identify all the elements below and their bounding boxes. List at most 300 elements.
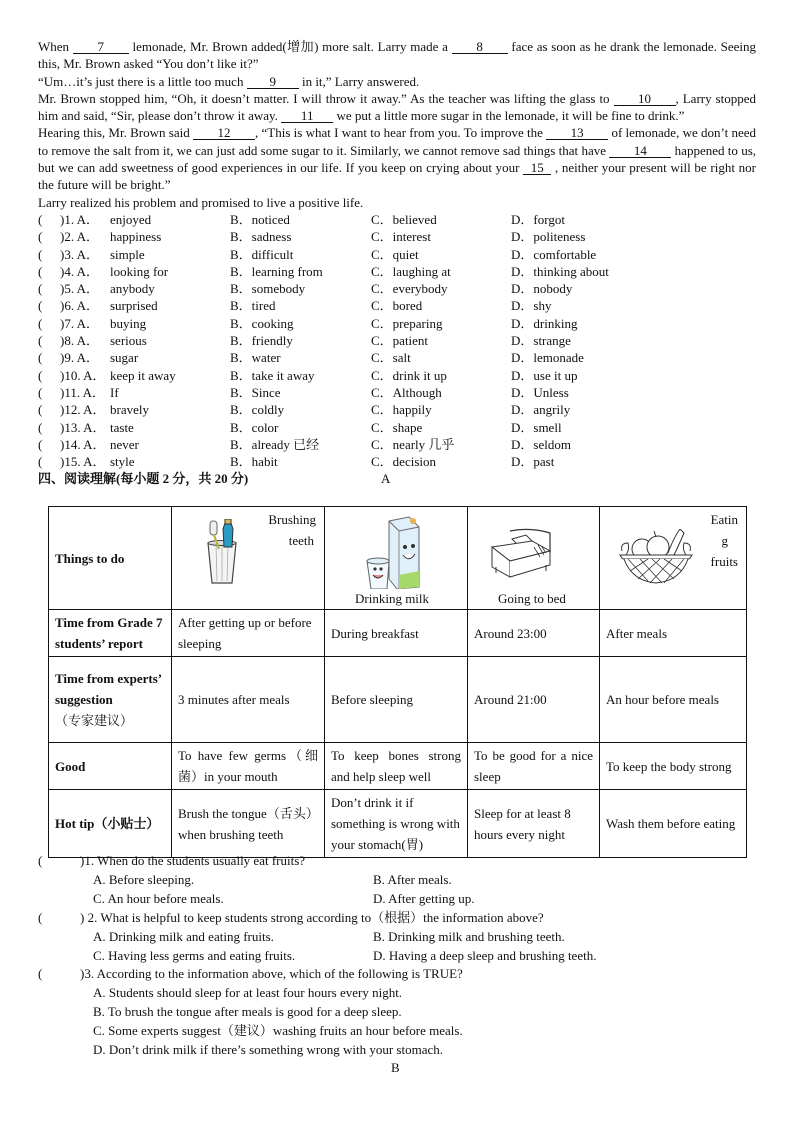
blank-15[interactable]: 15: [523, 161, 551, 175]
letter-d: D．: [511, 246, 534, 262]
number: 5.: [64, 281, 75, 297]
option-c-wrap[interactable]: [371, 280, 511, 297]
option-row: [38, 315, 756, 332]
letter-b: B．: [230, 211, 252, 227]
answer-slot[interactable]: (: [38, 367, 43, 383]
letter-c: C．: [371, 281, 393, 297]
answer-slot[interactable]: (: [38, 315, 43, 331]
option-d-wrap[interactable]: [511, 211, 652, 228]
paren-close: ): [60, 419, 65, 435]
question-number: [60, 453, 110, 470]
letter-a: A．: [82, 384, 106, 400]
option-b-wrap[interactable]: [230, 211, 371, 228]
number: 3.: [64, 246, 75, 262]
bed-icon: [486, 527, 552, 579]
cloze-paragraph-3: Mr. Brown stopped him, “Oh, it doesn’t matter. I will throw it away.” As the teacher was lifting the glass to 10 , Larry stopped him and said, “Sir, please don’t throw it away. 11 we put a little more sugar in the lemonade, it will be fine to drink.”: [38, 90, 757, 124]
option-a[interactable]: simple: [110, 246, 145, 262]
letter-d: D．: [511, 281, 534, 297]
letter-a: A．: [76, 246, 100, 262]
option-c-wrap[interactable]: [371, 436, 511, 453]
paren-close: ): [60, 402, 65, 418]
cloze-paragraph-5: Larry realized his problem and promised to live a positive life.: [38, 194, 364, 210]
option-a[interactable]: surprised: [110, 298, 158, 314]
cloze-passage: [38, 38, 756, 487]
option-b: difficult: [251, 246, 294, 262]
cell-experts-brushing: 3 minutes after meals: [172, 657, 325, 743]
letter-c: C．: [371, 229, 393, 245]
cell-tip-milk: Don’t drink it if something is wrong with your stomach(胃): [325, 790, 468, 858]
letter-a: A．: [76, 281, 100, 297]
letter-d: D．: [511, 333, 534, 349]
activity-brushing: Brushing teeth: [172, 507, 325, 610]
letter-c: C．: [371, 419, 393, 435]
letter-c: C．: [371, 436, 393, 452]
option-b: noticed: [251, 211, 290, 227]
letter-a: A．: [76, 298, 100, 314]
option-q3-a[interactable]: A. Students should sleep for at least four hours every night.: [93, 985, 403, 1000]
option-c: preparing: [392, 315, 443, 331]
option-b-wrap[interactable]: [230, 436, 371, 453]
option-row: [38, 349, 756, 366]
number: 6.: [64, 298, 75, 314]
row-header-experts: Time from experts’ suggestion （专家建议）: [49, 657, 172, 743]
cell-good-milk: To keep bones strong and help sleep well: [325, 743, 468, 790]
letter-d: D．: [511, 436, 534, 452]
option-c: drink it up: [392, 367, 447, 383]
option-q1-c[interactable]: C. An hour before meals.: [93, 891, 224, 906]
question-number: [60, 349, 110, 366]
option-d: thinking about: [533, 263, 609, 279]
question-number: [60, 228, 110, 245]
option-a[interactable]: bravely: [110, 402, 149, 418]
table-row-experts: [49, 657, 747, 743]
option-c-wrap[interactable]: [371, 367, 511, 384]
letter-a: A．: [83, 367, 106, 383]
letter-d: D．: [511, 315, 534, 331]
info-table: [48, 506, 747, 858]
number: 8.: [64, 333, 75, 349]
answer-slot[interactable]: (: [38, 454, 43, 470]
option-d: lemonade: [533, 350, 584, 366]
option-c: everybody: [392, 281, 448, 297]
letter-b: B．: [230, 436, 252, 452]
toothbrush-cup-icon: [202, 519, 242, 585]
option-c: bored: [392, 298, 423, 314]
question-number: [60, 419, 110, 436]
option-c: decision: [392, 454, 436, 470]
letter-b: B．: [230, 315, 252, 331]
option-c: salt: [392, 350, 411, 366]
letter-c: C．: [371, 367, 393, 383]
table-row-good: [49, 743, 747, 790]
option-c: interest: [392, 229, 431, 245]
letter-d: D．: [511, 211, 534, 227]
option-row: [38, 436, 756, 453]
option-d: strange: [533, 333, 571, 349]
letter-c: C．: [371, 298, 393, 314]
letter-c: C．: [371, 384, 393, 400]
answer-slot[interactable]: (: [38, 419, 43, 435]
passage-b-label: B: [391, 1060, 400, 1075]
answer-slot[interactable]: (: [38, 263, 43, 279]
letter-b: B．: [230, 350, 252, 366]
option-b: Since: [251, 384, 281, 400]
answer-slot[interactable]: (: [38, 281, 43, 297]
question-number: [60, 401, 110, 418]
option-q2-a[interactable]: A. Drinking milk and eating fruits.: [93, 929, 274, 944]
option-a[interactable]: keep it away: [110, 367, 176, 383]
blank-14[interactable]: 14: [609, 144, 671, 158]
option-d: smell: [533, 419, 562, 435]
cloze-paragraph-2: “Um…it’s just there is a little too much 9 in it,” Larry answered.: [38, 73, 420, 89]
paren-close: ): [60, 315, 65, 331]
paren-close: ): [60, 454, 65, 470]
option-b-wrap[interactable]: [230, 349, 371, 366]
paren-close: ): [60, 367, 65, 383]
option-d-wrap[interactable]: [511, 419, 652, 436]
option-b-wrap[interactable]: [230, 419, 371, 436]
answer-slot[interactable]: (: [38, 333, 43, 349]
table-row-things: [49, 507, 747, 610]
option-c-wrap[interactable]: [371, 384, 511, 401]
option-a[interactable]: taste: [110, 419, 134, 435]
option-a[interactable]: enjoyed: [110, 211, 152, 227]
option-c-wrap[interactable]: [371, 453, 511, 470]
option-a[interactable]: If: [110, 384, 119, 400]
option-c: shape: [392, 419, 423, 435]
option-q2-d[interactable]: D. Having a deep sleep and brushing teeth.: [373, 948, 597, 963]
option-a[interactable]: never: [110, 436, 139, 452]
blank-12[interactable]: 12: [193, 126, 255, 140]
option-row: [38, 211, 756, 228]
option-b: coldly: [251, 402, 285, 418]
option-b: friendly: [251, 333, 293, 349]
answer-slot-q3[interactable]: (: [38, 966, 43, 981]
option-q3-b[interactable]: B. To brush the tongue after meals is good for a deep sleep.: [93, 1004, 402, 1019]
option-a[interactable]: style: [110, 454, 135, 470]
letter-b: B．: [230, 298, 252, 314]
option-row: [38, 280, 756, 297]
cell-tip-brushing: Brush the tongue（舌头）when brushing teeth: [172, 790, 325, 858]
cell-experts-milk: Before sleeping: [325, 657, 468, 743]
activity-fruits: Eatin g fruits: [600, 507, 747, 610]
letter-c: C．: [371, 315, 393, 331]
paren-close: ): [60, 384, 65, 400]
option-b: take it away: [251, 367, 315, 383]
paren-close: ): [60, 263, 65, 279]
number: 7.: [64, 315, 75, 331]
option-c-wrap[interactable]: [371, 349, 511, 366]
option-d-wrap[interactable]: [511, 453, 652, 470]
row-header-tip: Hot tip（小贴士）: [49, 790, 172, 858]
milk-carton-icon: [363, 513, 427, 589]
option-a[interactable]: happiness: [110, 229, 162, 245]
answer-slot[interactable]: (: [38, 211, 43, 227]
option-c-wrap[interactable]: [371, 263, 511, 280]
option-d-wrap[interactable]: [511, 349, 652, 366]
paren-close: ): [60, 229, 65, 245]
option-row: [38, 367, 756, 384]
passage-label: A: [381, 471, 391, 487]
option-d: Unless: [533, 384, 569, 400]
option-b: water: [251, 350, 281, 366]
option-q1-a[interactable]: A. Before sleeping.: [93, 872, 195, 887]
row-header-grade7: Time from Grade 7 students’ report: [49, 610, 172, 657]
option-b-wrap[interactable]: [230, 228, 371, 245]
question-number: [60, 315, 110, 332]
activity-bed: Going to bed: [468, 507, 600, 610]
letter-a: A．: [83, 436, 106, 452]
blank-10[interactable]: 10: [614, 92, 676, 106]
letter-c: C．: [371, 454, 393, 470]
letter-d: D．: [511, 263, 534, 279]
option-c-wrap[interactable]: [371, 246, 511, 263]
option-a[interactable]: looking for: [110, 263, 169, 279]
cell-grade7-brushing: After getting up or before sleeping: [172, 610, 325, 657]
answer-slot[interactable]: (: [38, 350, 43, 366]
option-d-wrap[interactable]: [511, 436, 652, 453]
question-1: ( )1. When do the students usually eat fruits? A. Before sleeping. B. After meals. C. An hour before meals. D. After getting up.: [38, 853, 475, 906]
option-d-wrap[interactable]: [511, 332, 652, 349]
blank-7[interactable]: 7: [73, 40, 129, 54]
option-c-wrap[interactable]: [371, 401, 511, 418]
option-d-wrap[interactable]: [511, 246, 652, 263]
letter-d: D．: [511, 367, 534, 383]
option-a[interactable]: sugar: [110, 350, 139, 366]
letter-d: D．: [511, 229, 534, 245]
option-a[interactable]: serious: [110, 333, 147, 349]
cell-tip-fruits: Wash them before eating: [600, 790, 747, 858]
option-row: [38, 263, 756, 280]
option-b-wrap[interactable]: [230, 401, 371, 418]
cell-good-fruits: To keep the body strong: [600, 743, 747, 790]
cloze-paragraph-4: Hearing this, Mr. Brown said 12 , “This is what I want to hear from you. To improve the 13 of lemonade, we don’t need to remove the salt from it, we can just add some sugar to it. Similarly, we cannot remove sad things that have 14 happened to us, but we can add sweetness of good experiences in our life. If you keep on crying about your 15 , neither your present will be right nor the future will be bright.”: [38, 125, 757, 193]
fruit-basket-icon: [618, 529, 694, 585]
cloze-options: [38, 211, 756, 470]
option-d-wrap[interactable]: [511, 367, 652, 384]
option-b-wrap[interactable]: [230, 263, 371, 280]
option-d-wrap[interactable]: [511, 280, 652, 297]
letter-b: B．: [230, 367, 252, 383]
option-q3-c[interactable]: C. Some experts suggest（建议）washing fruits an hour before meals.: [93, 1023, 463, 1038]
table-row-tip: [49, 790, 747, 858]
option-c: laughing at: [392, 263, 451, 279]
option-c: quiet: [392, 246, 419, 262]
row-header-things: Things to do: [49, 507, 172, 610]
option-row: [38, 332, 756, 349]
cell-grade7-bed: Around 23:00: [468, 610, 600, 657]
option-q3-d[interactable]: D. Don’t drink milk if there’s something wrong with your stomach.: [93, 1042, 443, 1057]
answer-slot[interactable]: (: [38, 402, 43, 418]
answer-slot[interactable]: (: [38, 246, 43, 262]
number: 15.: [64, 454, 81, 470]
cell-grade7-fruits: After meals: [600, 610, 747, 657]
option-row: [38, 384, 756, 401]
option-b: habit: [251, 454, 278, 470]
question-number: [60, 332, 110, 349]
question-2: ( ) 2. What is helpful to keep students strong according to（根据）the information above? A. Drinking milk and eating fruits. B. Drinking milk and brushing teeth. C. Having less germs and eating fruits. D. Having a deep sleep and brushing teeth.: [38, 910, 597, 963]
answer-slot[interactable]: (: [38, 298, 43, 314]
blank-13[interactable]: 13: [546, 126, 608, 140]
question-number: [60, 263, 110, 280]
option-d: forgot: [533, 211, 565, 227]
option-c: nearly 几乎: [392, 436, 455, 452]
question-number: [60, 211, 110, 228]
letter-d: D．: [511, 384, 534, 400]
option-d: angrily: [533, 402, 571, 418]
cell-tip-bed: Sleep for at least 8 hours every night: [468, 790, 600, 858]
answer-slot[interactable]: (: [38, 229, 43, 245]
option-b: color: [251, 419, 279, 435]
option-q1-b[interactable]: B. After meals.: [373, 872, 452, 887]
answer-slot[interactable]: (: [38, 436, 43, 452]
option-d-wrap[interactable]: [511, 315, 652, 332]
letter-b: B．: [230, 281, 252, 297]
option-row: [38, 419, 756, 436]
answer-slot-q2[interactable]: (: [38, 910, 43, 925]
letter-c: C．: [371, 333, 393, 349]
paren-close: ): [60, 350, 65, 366]
option-a[interactable]: anybody: [110, 281, 155, 297]
question-number: [60, 297, 110, 314]
table-row-grade7: [49, 610, 747, 657]
option-d-wrap[interactable]: [511, 297, 652, 314]
option-b: cooking: [251, 315, 294, 331]
letter-d: D．: [511, 454, 534, 470]
option-d: comfortable: [533, 246, 597, 262]
letter-a: A．: [76, 350, 100, 366]
option-b-wrap[interactable]: [230, 315, 371, 332]
letter-c: C．: [371, 263, 393, 279]
question-3: ( )3. According to the information above, which of the following is TRUE? A. Students should sleep for at least four hours every night. B. To brush the tongue after meals is good for a deep sleep. C. Some experts suggest（建议）washing fruits an hour before meals. D. Don’t drink milk if there’s something wrong with your stomach.: [38, 966, 463, 1057]
answer-slot[interactable]: (: [38, 384, 43, 400]
row-header-good: Good: [49, 743, 172, 790]
cell-grade7-milk: During breakfast: [325, 610, 468, 657]
letter-b: B．: [230, 402, 252, 418]
letter-c: C．: [371, 350, 393, 366]
question-number: [60, 280, 110, 297]
option-d-wrap[interactable]: [511, 228, 652, 245]
number: 14.: [64, 436, 81, 452]
answer-slot-q1[interactable]: (: [38, 853, 43, 868]
letter-d: D．: [511, 350, 534, 366]
option-c-wrap[interactable]: [371, 315, 511, 332]
option-c-wrap[interactable]: [371, 297, 511, 314]
option-b-wrap[interactable]: [230, 280, 371, 297]
option-b: sadness: [251, 229, 292, 245]
paren-close: ): [60, 333, 65, 349]
number: 11.: [64, 384, 81, 400]
letter-d: D．: [511, 298, 534, 314]
cell-experts-bed: Around 21:00: [468, 657, 600, 743]
letter-b: B．: [230, 229, 252, 245]
blank-9[interactable]: 9: [247, 75, 299, 89]
option-b: learning from: [251, 263, 323, 279]
option-b-wrap[interactable]: [230, 246, 371, 263]
option-b-wrap[interactable]: [230, 367, 371, 384]
option-b-wrap[interactable]: [230, 384, 371, 401]
number: 9.: [64, 350, 75, 366]
number: 10.: [64, 367, 81, 383]
letter-a: A．: [83, 402, 106, 418]
letter-c: C．: [371, 402, 393, 418]
option-b-wrap[interactable]: [230, 297, 371, 314]
letter-d: D．: [511, 402, 534, 418]
letter-a: A．: [76, 211, 100, 227]
option-row: [38, 246, 756, 263]
blank-11[interactable]: 11: [281, 109, 333, 123]
option-d: use it up: [533, 367, 578, 383]
paren-close: ): [60, 436, 65, 452]
option-b: tired: [251, 298, 276, 314]
letter-a: A．: [76, 315, 100, 331]
option-c-wrap[interactable]: [371, 228, 511, 245]
number: 1.: [64, 211, 75, 227]
option-c: believed: [392, 211, 437, 227]
option-d: shy: [533, 298, 552, 314]
option-row: [38, 297, 756, 314]
letter-a: A．: [76, 263, 100, 279]
paren-close: ): [60, 281, 65, 297]
option-q2-c[interactable]: C. Having less germs and eating fruits.: [93, 948, 296, 963]
cloze-paragraph-1: When 7 lemonade, Mr. Brown added(增加) more salt. Larry made a 8 face as soon as he drank the lemonade. Seeing this, Mr. Brown asked “You don’t like it?”: [38, 39, 756, 72]
option-q2-b[interactable]: B. Drinking milk and brushing teeth.: [373, 929, 565, 944]
option-c: happily: [392, 402, 432, 418]
question-number: [60, 384, 110, 401]
option-c-wrap[interactable]: [371, 419, 511, 436]
cell-experts-fruits: An hour before meals: [600, 657, 747, 743]
blank-8[interactable]: 8: [452, 40, 508, 54]
section-title: 四、阅读理解(每小题 2 分，共 20 分) A: [38, 471, 391, 487]
letter-c: C．: [371, 246, 393, 262]
letter-c: C．: [371, 211, 393, 227]
option-row: [38, 228, 756, 245]
number: 4.: [64, 263, 75, 279]
option-row: [38, 453, 756, 470]
number: 2.: [64, 229, 75, 245]
option-q1-d[interactable]: D. After getting up.: [373, 891, 475, 906]
option-d: drinking: [533, 315, 578, 331]
letter-b: B．: [230, 333, 252, 349]
question-number: [60, 436, 110, 453]
question-number: [60, 367, 110, 384]
letter-a: A．: [76, 333, 100, 349]
letter-b: B．: [230, 246, 252, 262]
letter-a: A．: [76, 229, 100, 245]
option-b-wrap[interactable]: [230, 453, 371, 470]
option-c: patient: [392, 333, 429, 349]
option-a[interactable]: buying: [110, 315, 147, 331]
option-b-wrap[interactable]: [230, 332, 371, 349]
cell-good-brushing: To have few germs（细菌）in your mouth: [172, 743, 325, 790]
paren-close: ): [60, 298, 65, 314]
option-c: Although: [392, 384, 442, 400]
letter-b: B．: [230, 263, 252, 279]
option-d-wrap[interactable]: [511, 401, 652, 418]
option-d-wrap[interactable]: [511, 263, 652, 280]
option-c-wrap[interactable]: [371, 332, 511, 349]
letter-a: A．: [83, 419, 106, 435]
paren-close: ): [60, 211, 65, 227]
cell-good-bed: To be good for a nice sleep: [468, 743, 600, 790]
option-d: past: [533, 454, 555, 470]
option-d-wrap[interactable]: [511, 384, 652, 401]
option-c-wrap[interactable]: [371, 211, 511, 228]
letter-b: B．: [230, 384, 252, 400]
option-row: [38, 401, 756, 418]
option-d: seldom: [533, 436, 571, 452]
number: 12.: [64, 402, 81, 418]
